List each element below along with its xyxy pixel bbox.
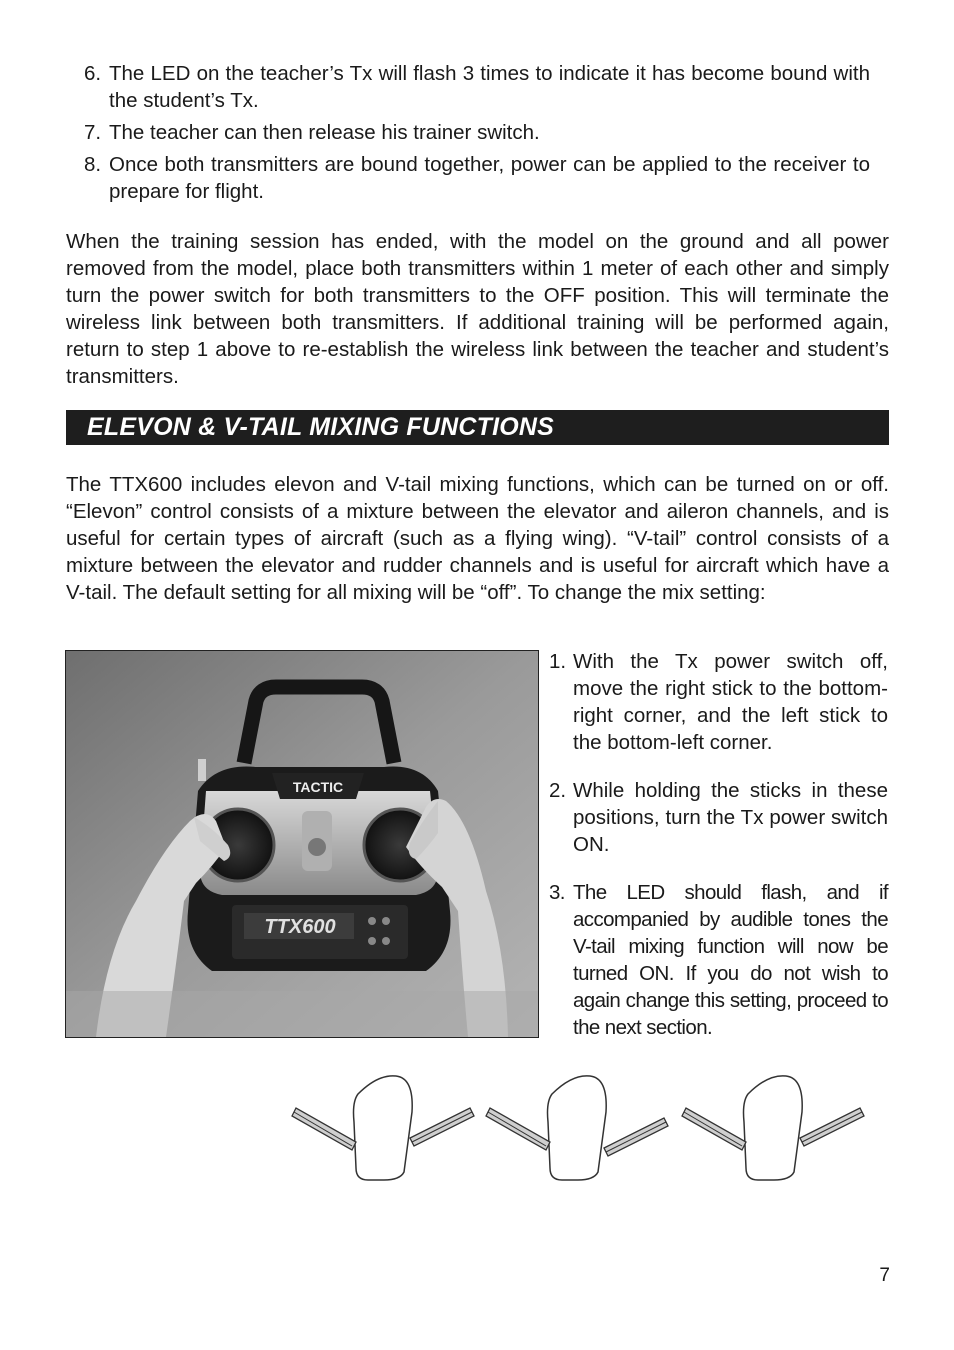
step-text: The LED should flash, and if accompanied by audible tones the V-tail mixing function will now be turned ON. If you do not wish to again change this setting, proceed to the next section. [573,881,888,1039]
step-list-mixing [549,648,888,1062]
step-item [84,60,870,114]
section-title: ELEVON & V-TAIL MIXING FUNCTIONS [87,413,555,441]
step-number: 1. [549,650,567,673]
step-number: 7. [84,121,102,144]
step-item [84,151,870,205]
step-number: 3. [549,881,565,904]
mixing-intro-paragraph: The TTX600 includes elevon and V-tail mixing functions, which can be turned on or off. “Elevon” control consists of a mixture between the elevator and aileron channels, and is useful for certain types of aircraft (such as a flying wing). “V-tail” control consists of a mixture between the elevator and rudder channels and is useful for aircraft which have a V-tail. The default setting for all mixing will be “off”. To change the mix setting: [66,473,889,604]
vtail-figure-3 [682,1076,864,1180]
step-list-top [84,60,870,210]
step-text: With the Tx power switch off, move the right stick to the bottom-right corner, and the left stick to the bottom-left corner. [573,650,888,754]
session-end-paragraph: When the training session has ended, with the model on the ground and all power removed from the model, place both transmitters within 1 meter of each other and simply turn the power switch for both transmitters to the OFF position. This will terminate the wireless link between both transmitters. If additional training will be performed again, return to step 1 above to re-establish the wireless link between the teacher and student’s transmitters. [66,230,889,388]
step-item [549,648,888,756]
step-item [549,879,888,1041]
step-text: While holding the sticks in these positions, turn the Tx power switch ON. [573,779,888,856]
step-item [84,119,870,146]
step-text: The LED on the teacher’s Tx will flash 3 times to indicate it has become bound with the student’s Tx. [109,62,870,112]
vtail-figure-1 [292,1076,474,1180]
vtail-figure-2 [486,1076,668,1180]
page-number: 7 [879,1265,890,1286]
step-item [549,777,888,858]
brand-label: TACTIC [292,779,344,795]
step-number: 2. [549,779,567,802]
step-number: 6. [84,62,102,85]
step-text: Once both transmitters are bound together, power can be applied to the receiver to prepare for flight. [109,153,870,203]
model-label: TTX600 [264,916,336,938]
step-number: 8. [84,153,102,176]
vtail-diagram [288,1072,868,1184]
step-text: The teacher can then release his trainer switch. [109,121,540,144]
transmitter-photo [65,650,539,1038]
section-header [66,410,889,445]
